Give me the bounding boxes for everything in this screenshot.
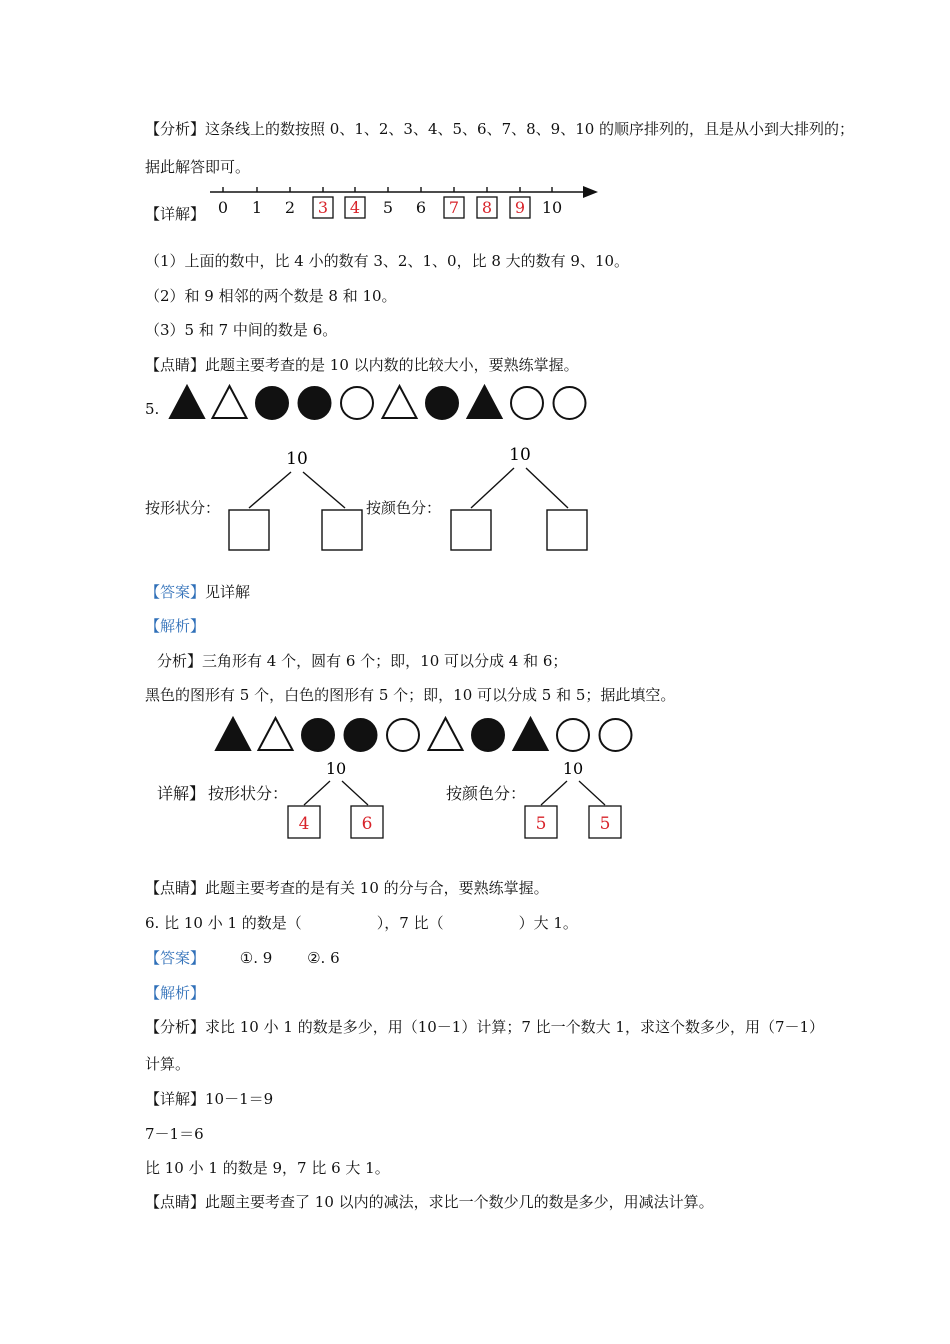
blank-box[interactable] <box>322 510 362 550</box>
number-line-tick-label: 4 <box>349 198 361 217</box>
number-line-tick-label: 6 <box>415 198 427 217</box>
q5-analysis-line-1: 分析】三角形有 4 个，圆有 6 个；即，10 可以分成 4 和 6； <box>157 652 568 670</box>
filled-circle-shape <box>426 387 458 419</box>
empty-circle-shape <box>557 719 589 751</box>
by-color-label: 按颜色分： <box>366 499 442 517</box>
tree-branch-left <box>471 468 514 508</box>
tree-total-shape-2: 10 <box>325 759 347 778</box>
q5-answer <box>145 581 250 602</box>
filled-triangle-shape <box>170 386 204 418</box>
empty-triangle-shape <box>213 386 247 418</box>
empty-circle-shape <box>600 719 632 751</box>
tree-total-color-2: 10 <box>562 759 584 778</box>
empty-circle-shape <box>387 719 419 751</box>
q6-answer <box>145 947 340 968</box>
blank-box[interactable] <box>451 510 491 550</box>
filled-circle-shape <box>299 387 331 419</box>
filled-circle-shape <box>302 719 334 751</box>
tree-branch-right <box>579 781 605 805</box>
by-shape-label: 按形状分： <box>145 499 221 517</box>
filled-triangle-shape <box>216 718 250 750</box>
q5-detail-prefix: 详解】 <box>157 784 206 803</box>
q6-detail-2: 7－1＝6 <box>145 1125 204 1143</box>
number-line-label: 【详解】 <box>145 205 206 223</box>
blank-box[interactable] <box>547 510 587 550</box>
answer-2: ②. 6 <box>307 949 340 967</box>
number-line-tick-label: 8 <box>481 198 493 217</box>
q6-detail-1: 【详解】10－1＝9 <box>145 1090 274 1108</box>
q5-solution-tag: 【解析】 <box>145 617 206 635</box>
number-line-tick-label: 7 <box>448 198 460 217</box>
q5-solution-trees <box>280 755 640 840</box>
shape-split-value: 6 <box>361 814 373 834</box>
by-color-label-2: 按颜色分： <box>446 784 527 803</box>
number-line-tick-label: 10 <box>541 198 563 217</box>
number-line <box>205 180 605 222</box>
answer-tag: 【答案】 <box>145 949 206 967</box>
q5-solution-shape-row <box>214 716 634 754</box>
q5-shape-row <box>168 384 598 422</box>
q6-analysis-line-2: 计算。 <box>145 1055 191 1073</box>
color-split-value: 5 <box>535 814 547 834</box>
filled-circle-shape <box>256 387 288 419</box>
answer-1: ①. 9 <box>239 949 273 967</box>
color-split-value: 5 <box>599 814 611 834</box>
q5-comment: 【点睛】此题主要考查的是有关 10 的分与合，要熟练掌握。 <box>145 879 549 897</box>
tree-branch-left <box>541 781 567 805</box>
q5-blank-trees <box>225 440 595 555</box>
number-line-tick-label: 2 <box>284 198 296 217</box>
filled-triangle-shape <box>468 386 502 418</box>
number-line-tick-label: 3 <box>317 198 329 217</box>
empty-triangle-shape <box>259 718 293 750</box>
tree-branch-right <box>342 781 368 805</box>
tree-total-color: 10 <box>509 445 531 465</box>
tree-branch-right <box>526 468 568 508</box>
q4-detail-2: （2）和 9 相邻的两个数是 8 和 10。 <box>145 287 397 305</box>
q5-analysis-line-2: 黑色的图形有 5 个，白色的图形有 5 个；即，10 可以分成 5 和 5；据此填空。 <box>145 686 676 704</box>
by-shape-label-2: 按形状分： <box>208 784 289 803</box>
number-line-arrow <box>583 186 598 198</box>
number-line-tick-label: 0 <box>217 198 229 217</box>
tree-branch-right <box>303 472 345 508</box>
filled-circle-shape <box>472 719 504 751</box>
q4-analysis-line-2: 据此解答即可。 <box>145 158 251 176</box>
q6-analysis-line-1: 【分析】求比 10 小 1 的数是多少，用（10－1）计算；7 比一个数大 1，求这个数多少，用（7－1） <box>145 1018 825 1036</box>
q6-comment: 【点睛】此题主要考查了 10 以内的减法，求比一个数少几的数是多少，用减法计算。 <box>145 1193 714 1211</box>
q6-question: 6. 比 10 小 1 的数是（ ），7 比（ ）大 1。 <box>145 914 578 932</box>
q4-detail-1: （1）上面的数中，比 4 小的数有 3、2、1、0，比 8 大的数有 9、10。 <box>145 252 630 270</box>
number-line-tick-label: 9 <box>514 198 526 217</box>
answer-tag: 【答案】 <box>145 583 206 601</box>
tree-branch-left <box>249 472 291 508</box>
blank-box[interactable] <box>229 510 269 550</box>
empty-circle-shape <box>341 387 373 419</box>
tree-branch-left <box>304 781 330 805</box>
q6-solution-tag: 【解析】 <box>145 984 206 1002</box>
q5-number: 5. <box>145 400 160 418</box>
empty-triangle-shape <box>383 386 417 418</box>
q4-detail-3: （3）5 和 7 中间的数是 6。 <box>145 321 338 339</box>
tree-total-shape: 10 <box>286 449 308 469</box>
q6-detail-3: 比 10 小 1 的数是 9，7 比 6 大 1。 <box>145 1159 390 1177</box>
filled-triangle-shape <box>514 718 548 750</box>
number-line-tick-label: 5 <box>382 198 394 217</box>
empty-circle-shape <box>511 387 543 419</box>
shape-split-value: 4 <box>298 814 310 834</box>
answer-text: 见详解 <box>205 583 251 601</box>
filled-circle-shape <box>345 719 377 751</box>
number-line-tick-label: 1 <box>251 198 263 217</box>
q4-comment: 【点睛】此题主要考查的是 10 以内数的比较大小，要熟练掌握。 <box>145 356 579 374</box>
empty-circle-shape <box>554 387 586 419</box>
empty-triangle-shape <box>429 718 463 750</box>
q4-analysis-line-1: 【分析】这条线上的数按照 0、1、2、3、4、5、6、7、8、9、10 的顺序排列的，且是从小到大排列的； <box>145 120 855 138</box>
